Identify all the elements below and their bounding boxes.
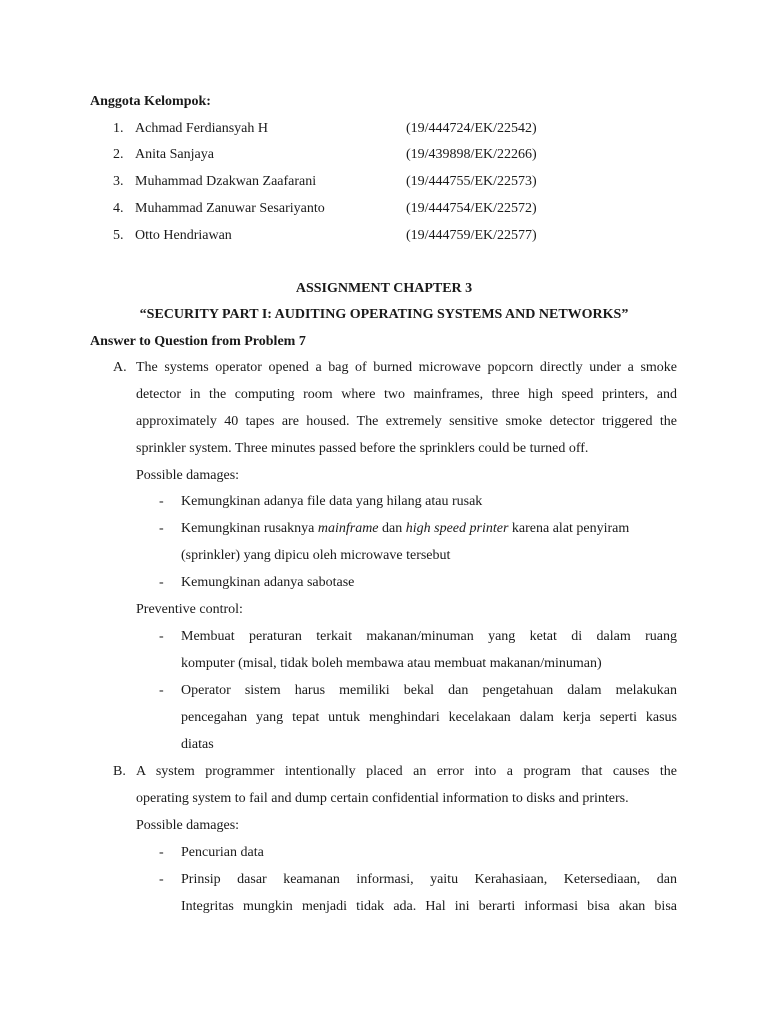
section-b-line: operating system to fail and dump certain confidential information to disks and printers. [136,791,629,806]
answer-heading: Answer to Question from Problem 7 [90,334,306,349]
damage-item-continuation: (sprinkler) yang dipicu oleh microwave tersebut [181,548,451,563]
member-name: Anita Sanjaya [135,147,214,162]
damage-text: karena alat penyiram [508,521,630,536]
preventive-control-label: Preventive control: [136,602,243,617]
member-id: (19/439898/EK/22266) [406,147,537,162]
damage-text: dan [378,521,406,536]
damage-item: Kemungkinan adanya sabotase [181,575,355,590]
section-a-letter: A. [113,360,127,375]
member-number: 3. [113,174,124,189]
member-name: Otto Hendriawan [135,228,232,243]
assignment-subtitle: “SECURITY PART I: AUDITING OPERATING SYSTEMS AND NETWORKS” [139,307,629,322]
member-row [113,121,573,141]
section-a-line: sprinkler system. Three minutes passed before the sprinklers could be turned off. [136,441,589,456]
section-a-line: approximately 40 tapes are housed. The extremely sensitive smoke detector triggered the [136,414,677,429]
member-number: 1. [113,121,124,136]
bullet-dash: - [159,872,164,887]
member-row [113,174,573,194]
damage-item-continuation: Integritas mungkin menjadi tidak ada. Hal ini berarti informasi bisa akan bisa [181,899,677,914]
damage-item: Pencurian data [181,845,264,860]
possible-damages-label: Possible damages: [136,818,240,833]
section-a-line: The systems operator opened a bag of burned microwave popcorn directly under a smoke [136,360,677,375]
assignment-title: ASSIGNMENT CHAPTER 3 [295,281,473,296]
bullet-dash: - [159,845,164,860]
member-row [113,147,573,167]
member-id: (19/444754/EK/22572) [406,201,537,216]
damage-item [181,519,677,539]
control-item-continuation: diatas [181,737,214,752]
section-a-line: detector in the computing room where two mainframes, three high speed printers, and [136,387,677,402]
bullet-dash: - [159,683,164,698]
damage-item: Kemungkinan adanya file data yang hilang atau rusak [181,494,483,509]
bullet-dash: - [159,521,164,536]
member-number: 5. [113,228,124,243]
member-number: 2. [113,147,124,162]
section-b-letter: B. [113,764,126,779]
control-item: Membuat peraturan terkait makanan/minuman yang ketat di dalam ruang [181,629,677,644]
damage-text: Kemungkinan rusaknya [181,521,318,536]
member-name: Muhammad Dzakwan Zaafarani [135,174,317,189]
possible-damages-label: Possible damages: [136,468,240,483]
damage-term: high speed printer [405,521,509,536]
bullet-dash: - [159,575,164,590]
control-item-continuation: pencegahan yang tepat untuk menghindari kecelakaan dalam kerja seperti kasus [181,710,677,725]
member-row [113,201,573,221]
members-heading: Anggota Kelompok: [90,94,211,109]
member-row [113,228,573,248]
member-id: (19/444759/EK/22577) [406,228,537,243]
member-id: (19/444755/EK/22573) [406,174,537,189]
member-number: 4. [113,201,124,216]
damage-item: Prinsip dasar keamanan informasi, yaitu Kerahasiaan, Ketersediaan, dan [181,872,677,887]
member-name: Achmad Ferdiansyah H [135,121,268,136]
control-item: Operator sistem harus memiliki bekal dan pengetahuan dalam melakukan [181,683,677,698]
bullet-dash: - [159,629,164,644]
section-b-line: A system programmer intentionally placed an error into a program that causes the [136,764,677,779]
member-id: (19/444724/EK/22542) [406,121,537,136]
control-item-continuation: komputer (misal, tidak boleh membawa atau membuat makanan/minuman) [181,656,602,671]
bullet-dash: - [159,494,164,509]
member-name: Muhammad Zanuwar Sesariyanto [135,201,325,216]
damage-term: mainframe [317,521,379,536]
